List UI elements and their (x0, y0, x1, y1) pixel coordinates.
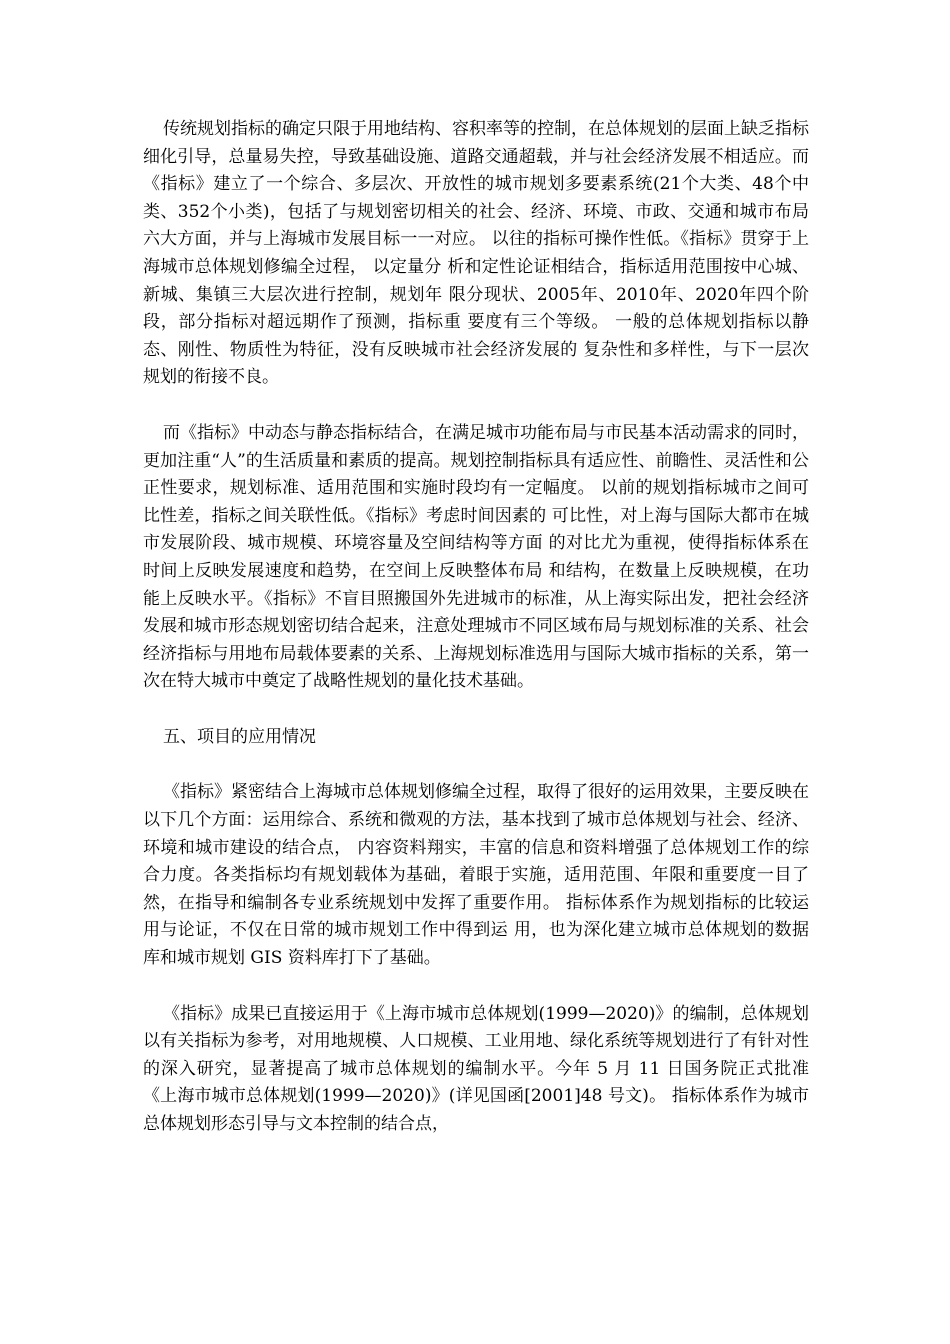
section-heading-application: 五、项目的应用情况 (163, 726, 316, 747)
paragraph-planning-indicators: 传统规划指标的确定只限于用地结构、容积率等的控制，在总体规划的层面上缺乏指标细化引导，总量易失控，导致基础设施、道路交通超载，并与社会经济发展不相适应。而《指标》建立了一个综合、多层次、开放性的城市规划多要素系统(21个大类、48个中类、352个小类)，包括了与规划密切相关的社会、经济、环境、市政、交通和城市布局六大方面，并与上海城市发展目标一一对应。 以往的指标可操作性低。《指标》贯穿于上海城市总体规划修编全过程， 以定量分 析和定性论证相结合，指标适用范围按中心城、新城、集镇三大层次进行控制，规划年 限分现状、2005年、2010年、2020年四个阶段，部分指标对超远期作了预测，指标重 要度有三个等级。 一般的总体规划指标以静态、刚性、物质性为特征，没有反映城市社会经济发展的 复杂性和多样性，与下一层次规划的衔接不良。 (143, 119, 809, 388)
paragraph-dynamic-static-indicators: 而《指标》中动态与静态指标结合，在满足城市功能布局与市民基本活动需求的同时，更加注重“人”的生活质量和素质的提高。规划控制指标具有适应性、前瞻性、灵活性和公正性要求，规划标准、适用范围和实施时段均有一定幅度。 以前的规划指标城市之间可比性差，指标之间关联性低。《指标》考虑时间因素的 可比性，对上海与国际大都市在城市发展阶段、城市规模、环境容量及空间结构等方面 的对比尤为重视，使得指标体系在时间上反映发展速度和趋势，在空间上反映整体布局 和结构，在数量上反映规模，在功能上反映水平。《指标》不盲目照搬国外先进城市的标准，从上海实际出发，把社会经济发展和城市形态规划密切结合起来，注意处理城市不同区域布局与规划标准的关系、社会经济指标与用地布局载体要素的关系、上海规划标准选用与国际大城市指标的关系，第一次在特大城市中奠定了战略性规划的量化技术基础。 (143, 422, 809, 692)
paragraph-master-plan-usage: 《指标》成果已直接运用于《上海市城市总体规划(1999—2020)》的编制，总体规划以有关指标为参考，对用地规模、人口规模、工业用地、绿化系统等规划进行了有针对性的深入研究，显著提高了城市总体规划的编制水平。今年 5 月 11 日国务院正式批准《上海市城市总体规划(1999—2020)》(详见国函[2001]48 号文)。 指标体系作为城市总体规划形态引导与文本控制的结合点， (143, 1003, 809, 1134)
paragraph-application-effects: 《指标》紧密结合上海城市总体规划修编全过程，取得了很好的运用效果，主要反映在以下几个方面：运用综合、系统和微观的方法，基本找到了城市总体规划与社会、经济、环境和城市建设的结合点， 内容资料翔实，丰富的信息和资料增强了总体规划工作的综合力度。各类指标均有规划载体为基础，着眼于实施，适用范围、年限和重要度一目了然，在指导和编制各专业系统规划中发挥了重要作用。 指标体系作为规划指标的比较运用与论证，不仅在日常的城市规划工作中得到运 用，也为深化建立城市总体规划的数据库和城市规划 GIS 资料库打下了基础。 (143, 782, 809, 969)
document-body (143, 116, 809, 1167)
